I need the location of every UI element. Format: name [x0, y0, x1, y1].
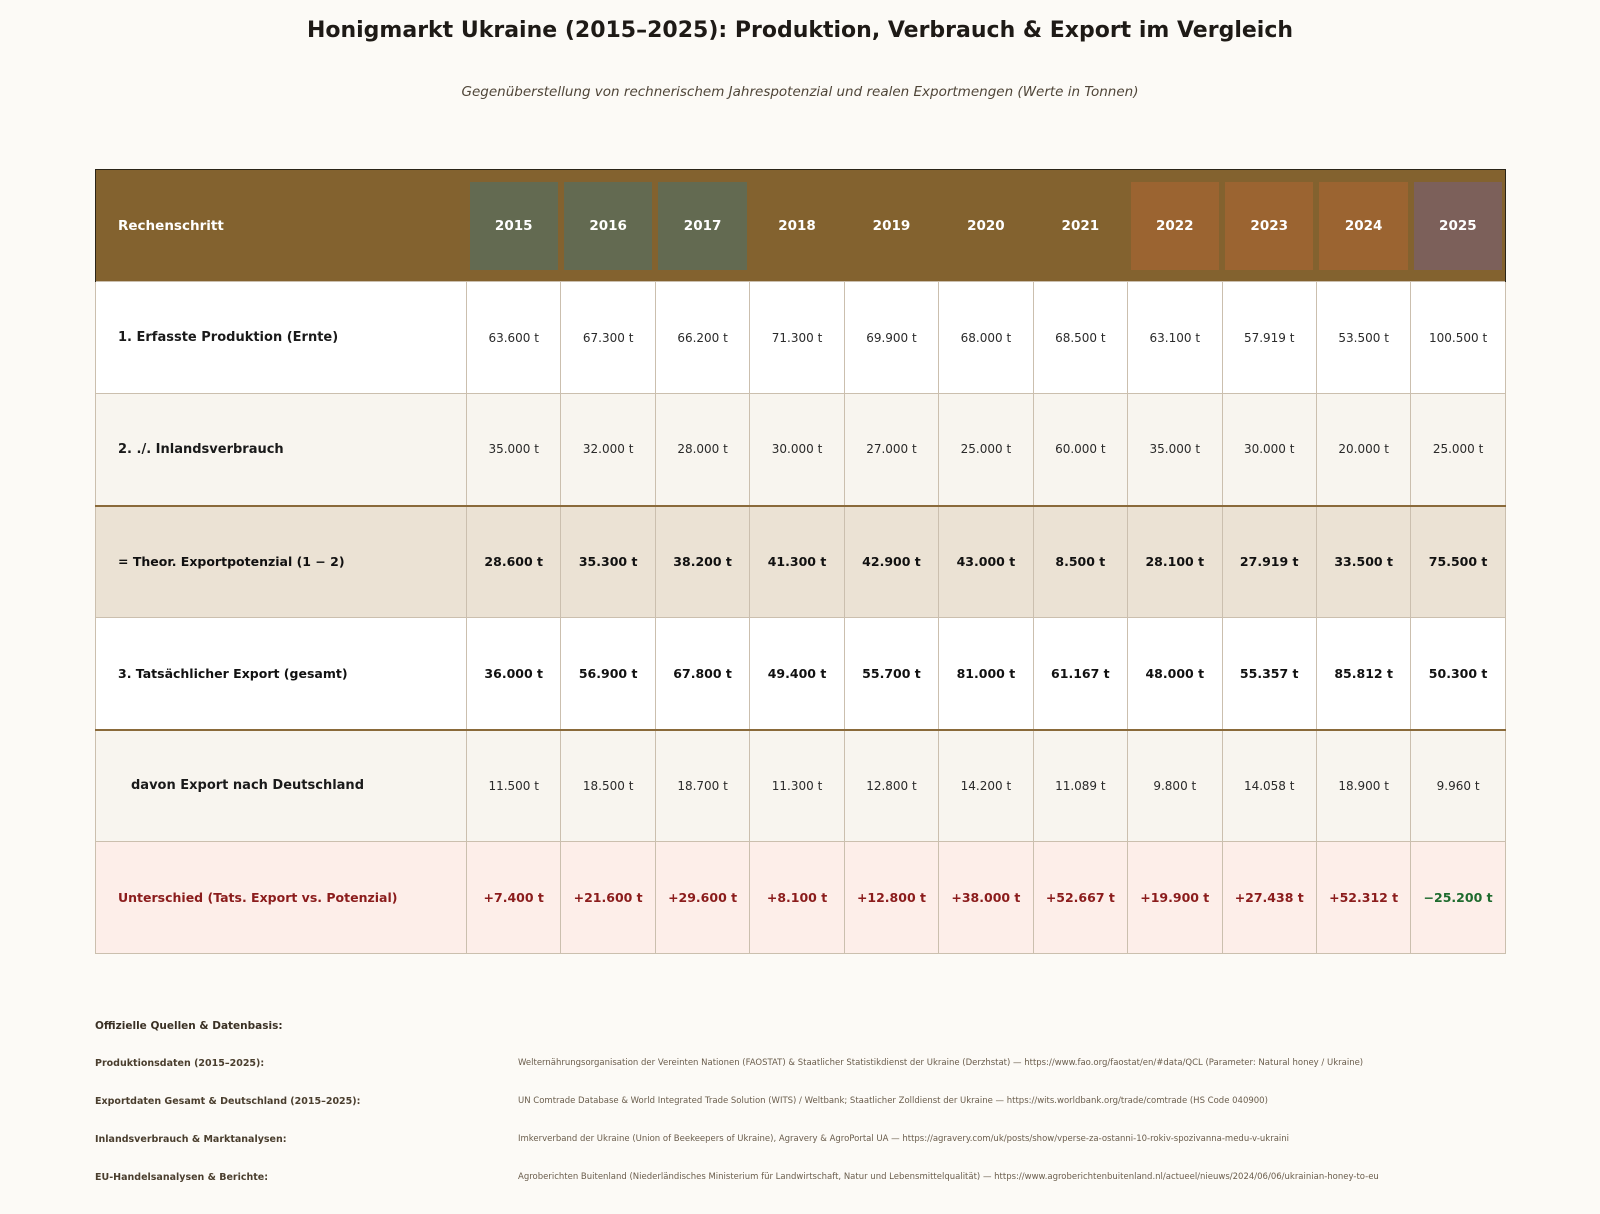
table-cell: 35.000 t — [1128, 394, 1222, 506]
table-cell: 60.000 t — [1033, 394, 1127, 506]
table-cell: 9.960 t — [1411, 730, 1505, 842]
header-label: Rechenschritt — [96, 170, 467, 282]
table-cell: +27.438 t — [1222, 842, 1316, 954]
table-cell: 14.200 t — [939, 730, 1033, 842]
table-cell: 41.300 t — [750, 506, 844, 618]
table-cell: +12.800 t — [844, 842, 938, 954]
table-cell: 38.200 t — [655, 506, 749, 618]
table-cell: 66.200 t — [655, 282, 749, 394]
source-item — [95, 1096, 1515, 1134]
sources-heading: Offizielle Quellen & Datenbasis: — [95, 1020, 283, 1032]
table-cell: +38.000 t — [939, 842, 1033, 954]
source-item — [95, 1172, 1515, 1210]
table-cell: 20.000 t — [1316, 394, 1410, 506]
table-cell: 49.400 t — [750, 618, 844, 730]
table-cell: 36.000 t — [467, 618, 561, 730]
header-year-2021 — [1033, 170, 1127, 282]
table-cell: 68.500 t — [1033, 282, 1127, 394]
row-label: 3. Tatsächlicher Export (gesamt) — [96, 618, 467, 730]
table-row-cons — [96, 394, 1506, 506]
table-cell: 18.700 t — [655, 730, 749, 842]
table-cell: 11.500 t — [467, 730, 561, 842]
table-cell: 71.300 t — [750, 282, 844, 394]
table-cell: 55.700 t — [844, 618, 938, 730]
header-year-2018 — [750, 170, 844, 282]
table-cell: 63.600 t — [467, 282, 561, 394]
table-cell: 55.357 t — [1222, 618, 1316, 730]
table-cell: 56.900 t — [561, 618, 655, 730]
table-cell: 11.300 t — [750, 730, 844, 842]
year-label: 2020 — [967, 217, 1005, 234]
year-label: 2016 — [564, 182, 652, 270]
table-row-pot — [96, 506, 1506, 618]
table-cell: 28.100 t — [1128, 506, 1222, 618]
honey-market-table — [95, 169, 1506, 954]
table-cell: −25.200 t — [1411, 842, 1505, 954]
table-cell: 43.000 t — [939, 506, 1033, 618]
table-cell: 35.000 t — [467, 394, 561, 506]
table-cell: 18.500 t — [561, 730, 655, 842]
year-label: 2022 — [1131, 182, 1219, 270]
table-cell: 27.919 t — [1222, 506, 1316, 618]
source-label: EU-Handelsanalysen & Berichte: — [95, 1172, 269, 1183]
table-cell: 9.800 t — [1128, 730, 1222, 842]
row-label: Unterschied (Tats. Export vs. Potenzial) — [96, 842, 467, 954]
table-cell: 67.800 t — [655, 618, 749, 730]
table-cell: +52.312 t — [1316, 842, 1410, 954]
table-cell: +52.667 t — [1033, 842, 1127, 954]
header-year-2023 — [1222, 170, 1316, 282]
table-cell: +8.100 t — [750, 842, 844, 954]
row-label: 2. ./. Inlandsverbrauch — [96, 394, 467, 506]
source-label: Produktionsdaten (2015–2025): — [95, 1058, 265, 1069]
table-cell: +29.600 t — [655, 842, 749, 954]
source-text: Welternährungsorganisation der Vereinten Nationen (FAOSTAT) & Staatlicher Statistikdienst der Ukraine (Derzhstat) — https://www.fao.org/faostat/en/#data/QCL (Parameter: Natural honey / Ukraine) — [518, 1058, 1364, 1068]
table-cell: 67.300 t — [561, 282, 655, 394]
page-subtitle: Gegenüberstellung von rechnerischem Jahrespotenzial und realen Exportmengen (Werte in Tonnen) — [461, 84, 1139, 100]
table-cell: 48.000 t — [1128, 618, 1222, 730]
table-cell: 63.100 t — [1128, 282, 1222, 394]
header-year-2017 — [655, 170, 749, 282]
table-cell: 81.000 t — [939, 618, 1033, 730]
year-label: 2024 — [1319, 182, 1407, 270]
table-cell: 100.500 t — [1411, 282, 1505, 394]
source-text: Imkerverband der Ukraine (Union of Beekeepers of Ukraine), Agravery & AgroPortal UA — https://agravery.com/uk/posts/show/vperse-za-ostanni-10-rokiv-spozivanna-medu-v-ukraini — [518, 1134, 1290, 1144]
header-year-2025 — [1411, 170, 1505, 282]
year-label: 2025 — [1414, 182, 1502, 270]
table-cell: 8.500 t — [1033, 506, 1127, 618]
source-label: Inlandsverbrauch & Marktanalysen: — [95, 1134, 287, 1145]
row-label: = Theor. Exportpotenzial (1 − 2) — [96, 506, 467, 618]
table-cell: 50.300 t — [1411, 618, 1505, 730]
source-item — [95, 1058, 1515, 1096]
header-year-2022 — [1128, 170, 1222, 282]
row-label: davon Export nach Deutschland — [96, 730, 467, 842]
year-label: 2021 — [1061, 217, 1100, 234]
table-cell: 53.500 t — [1316, 282, 1410, 394]
table-row-exp — [96, 618, 1506, 730]
table-cell: 75.500 t — [1411, 506, 1505, 618]
table-cell: 33.500 t — [1316, 506, 1410, 618]
table-cell: 18.900 t — [1316, 730, 1410, 842]
year-label: 2018 — [778, 217, 816, 234]
header-year-2016 — [561, 170, 655, 282]
table-cell: +19.900 t — [1128, 842, 1222, 954]
table-cell: 35.300 t — [561, 506, 655, 618]
header-year-2020 — [939, 170, 1033, 282]
source-label: Exportdaten Gesamt & Deutschland (2015–2025): — [95, 1096, 361, 1107]
source-text: Agroberichten Buitenland (Niederländisches Ministerium für Landwirtschaft, Natur und Lebensmittelqualität) — https://www.agroberichtenbuitenland.nl/actueel/nieuws/2024/06/06/ukrainian-honey-to-eu — [518, 1172, 1379, 1182]
header-year-2019 — [844, 170, 938, 282]
source-item — [95, 1134, 1515, 1172]
table-cell: 27.000 t — [844, 394, 938, 506]
table-row-de — [96, 730, 1506, 842]
sources-section — [95, 1020, 1515, 1210]
row-label: 1. Erfasste Produktion (Ernte) — [96, 282, 467, 394]
table-row-diff — [96, 842, 1506, 954]
table-cell: 61.167 t — [1033, 618, 1127, 730]
table-cell: +21.600 t — [561, 842, 655, 954]
table-cell: +7.400 t — [467, 842, 561, 954]
table-cell: 12.800 t — [844, 730, 938, 842]
table-cell: 68.000 t — [939, 282, 1033, 394]
table-cell: 57.919 t — [1222, 282, 1316, 394]
table-cell: 28.600 t — [467, 506, 561, 618]
header-year-2024 — [1316, 170, 1410, 282]
table-cell: 11.089 t — [1033, 730, 1127, 842]
year-label: 2015 — [470, 182, 558, 270]
table-header-row — [96, 170, 1506, 282]
source-text: UN Comtrade Database & World Integrated Trade Solution (WITS) / Weltbank; Staatlicher Zolldienst der Ukraine — https://wits.worldbank.org/trade/comtrade (HS Code 040900) — [518, 1096, 1268, 1106]
table-cell: 25.000 t — [1411, 394, 1505, 506]
table-cell: 30.000 t — [750, 394, 844, 506]
table-body — [96, 282, 1506, 954]
table-cell: 85.812 t — [1316, 618, 1410, 730]
table-cell: 69.900 t — [844, 282, 938, 394]
year-label: 2017 — [658, 182, 746, 270]
table-cell: 28.000 t — [655, 394, 749, 506]
table-cell: 32.000 t — [561, 394, 655, 506]
header-year-2015 — [467, 170, 561, 282]
table-cell: 30.000 t — [1222, 394, 1316, 506]
table-cell: 14.058 t — [1222, 730, 1316, 842]
page-title: Honigmarkt Ukraine (2015–2025): Produktion, Verbrauch & Export im Vergleich — [306, 18, 1294, 43]
table-cell: 25.000 t — [939, 394, 1033, 506]
table-cell: 42.900 t — [844, 506, 938, 618]
year-label: 2023 — [1225, 182, 1313, 270]
year-label: 2019 — [872, 217, 911, 234]
sources-list — [95, 1058, 1515, 1210]
table-row-prod — [96, 282, 1506, 394]
